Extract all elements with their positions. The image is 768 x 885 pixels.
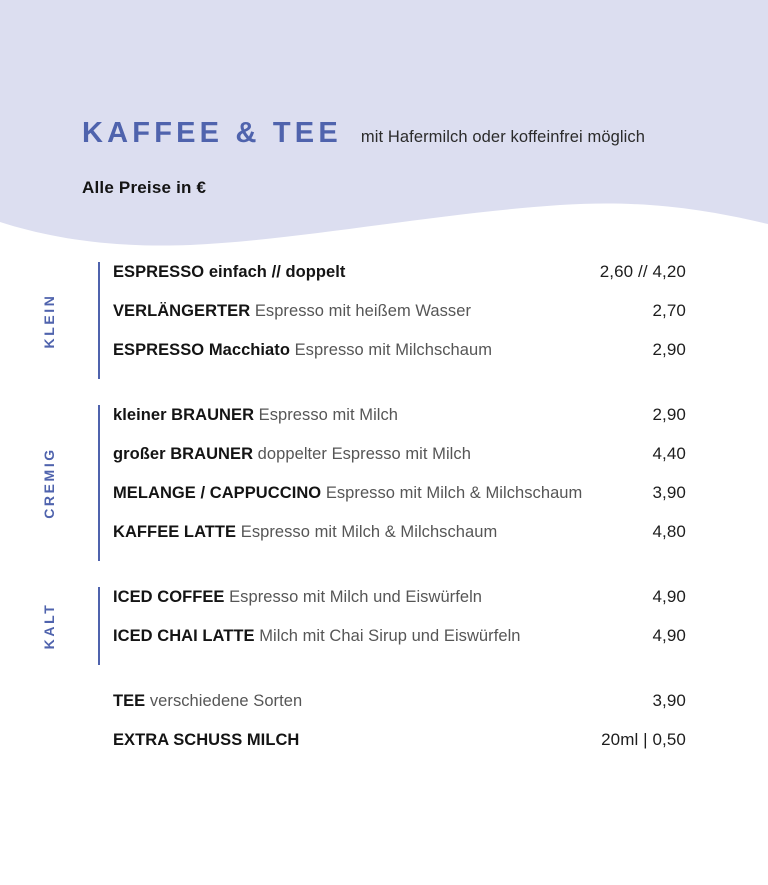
menu-item-description: Espresso mit Milchschaum (289, 341, 493, 359)
menu-item-name: ICED CHAI LATTE (113, 627, 255, 645)
menu-item-row (113, 262, 686, 301)
menu-group (0, 405, 768, 561)
menu-item-row (113, 691, 686, 730)
menu-item-price: 3,90 (652, 483, 686, 502)
group-label-cell (0, 691, 98, 769)
menu-item-description: Espresso mit Milch & Milchschaum (321, 484, 583, 502)
menu-item-description: Espresso mit Milch & Milchschaum (236, 523, 498, 541)
header-band (0, 0, 768, 260)
menu-item-row (113, 483, 686, 522)
group-label-cell (0, 405, 98, 561)
menu-item-text (113, 731, 583, 750)
menu-item-description: Espresso mit heißem Wasser (250, 302, 471, 320)
menu-item-name: ESPRESSO einfach // doppelt (113, 263, 346, 281)
menu-item-name: kleiner BRAUNER (113, 406, 255, 424)
group-label: CREMIG (41, 447, 57, 519)
menu-item-text (113, 445, 635, 464)
menu-item-price: 2,90 (652, 405, 686, 424)
menu-item-price: 2,90 (652, 340, 686, 359)
menu-item-name: großer BRAUNER (113, 445, 254, 463)
group-label: KALT (41, 602, 57, 650)
menu-group (0, 691, 768, 769)
group-items (100, 691, 768, 769)
menu-item-name: MELANGE / CAPPUCCINO (113, 484, 322, 502)
menu-item-text (113, 627, 635, 646)
menu-item-row (113, 444, 686, 483)
menu-item-text (113, 692, 635, 711)
menu-item-text (113, 263, 582, 282)
menu-item-description: verschiedene Sorten (145, 692, 303, 710)
menu-group (0, 262, 768, 379)
page-title: KAFFEE & TEE (82, 117, 342, 149)
menu-item-name: KAFFEE LATTE (113, 523, 237, 541)
menu-item-price: 2,60 // 4,20 (599, 262, 686, 281)
menu-item-row (113, 730, 686, 769)
group-label: KLEIN (41, 293, 57, 348)
menu-item-description: Espresso mit Milch und Eiswürfeln (224, 588, 483, 606)
group-items (100, 405, 768, 561)
menu-list (0, 262, 768, 769)
menu-item-row (113, 587, 686, 626)
menu-item-description: Milch mit Chai Sirup und Eiswürfeln (254, 627, 521, 645)
menu-item-row (113, 405, 686, 444)
menu-item-price: 4,90 (652, 626, 686, 645)
menu-item-price: 20ml | 0,50 (601, 730, 686, 749)
menu-item-text (113, 588, 635, 607)
menu-item-name: VERLÄNGERTER (113, 302, 251, 320)
menu-item-description: doppelter Espresso mit Milch (253, 445, 471, 463)
menu-item-name: TEE (113, 692, 146, 710)
menu-item-price: 4,40 (652, 444, 686, 463)
menu-item-name: ICED COFFEE (113, 588, 225, 606)
menu-item-row (113, 301, 686, 340)
menu-item-description: Espresso mit Milch (254, 406, 399, 424)
menu-item-price: 2,70 (652, 301, 686, 320)
menu-item-text (113, 341, 635, 360)
menu-item-row (113, 626, 686, 665)
menu-item-price: 4,80 (652, 522, 686, 541)
menu-item-text (113, 302, 635, 321)
group-label-cell (0, 587, 98, 665)
menu-item-name: EXTRA SCHUSS MILCH (113, 731, 300, 749)
group-items (100, 587, 768, 665)
price-note: Alle Preise in € (82, 178, 207, 197)
group-label-cell (0, 262, 98, 379)
menu-item-price: 3,90 (652, 691, 686, 710)
menu-item-text (113, 484, 635, 503)
menu-item-row (113, 522, 686, 561)
group-items (100, 262, 768, 379)
menu-item-text (113, 406, 635, 425)
menu-group (0, 587, 768, 665)
menu-item-name: ESPRESSO Macchiato (113, 341, 290, 359)
title-row (82, 119, 645, 148)
menu-item-row (113, 340, 686, 379)
menu-item-price: 4,90 (652, 587, 686, 606)
page-subtitle: mit Hafermilch oder koffeinfrei möglich (360, 128, 646, 146)
menu-item-text (113, 523, 635, 542)
